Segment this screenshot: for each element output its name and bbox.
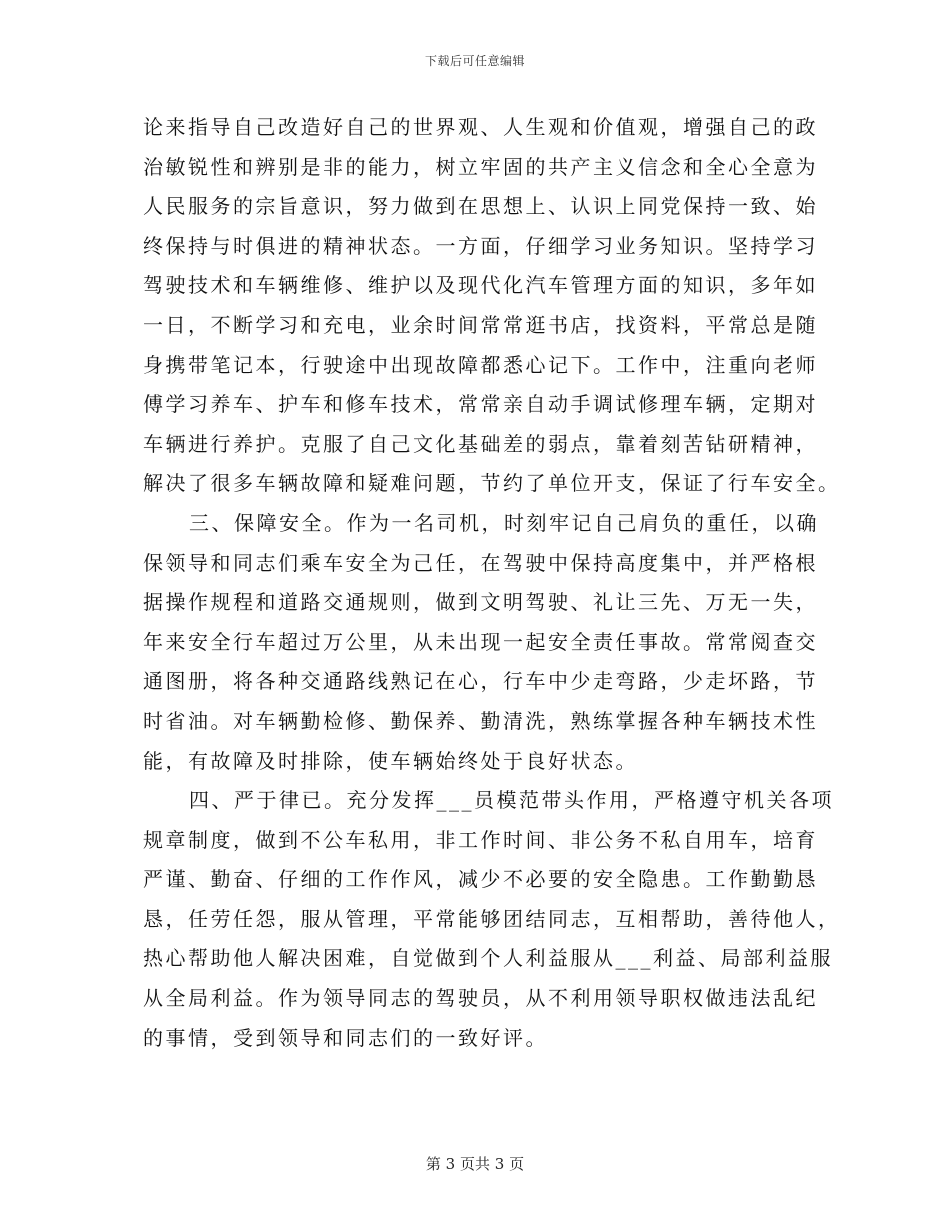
text-line: 热心帮助他人解决困难，自觉做到个人利益服从___利益、局部利益服 <box>143 946 833 971</box>
text-line: 通图册，将各种交通路线熟记在心，行车中少走弯路，少走坏路，节 <box>143 669 818 694</box>
text-line: 据操作规程和道路交通规则，做到文明驾驶、礼让三先、万无一失， <box>143 590 818 615</box>
text-line: 规章制度，做到不公车私用，非工作时间、非公务不私自用车，培育 <box>143 827 818 852</box>
text-line: 论来指导自己改造好自己的世界观、人生观和价值观，增强自己的政 <box>143 115 818 139</box>
text-line: 解决了很多车辆故障和疑难问题，节约了单位开支，保证了行车安全。 <box>143 471 841 496</box>
text-line: 严谨、勤奋、仔细的工作作风，减少不必要的安全隐患。工作勤勤恳 <box>143 867 818 892</box>
text-line: 从全局利益。作为领导同志的驾驶员，从不利用领导职权做违法乱纪 <box>143 986 818 1011</box>
paragraph-start-line: 三、保障安全。作为一名司机，时刻牢记自己肩负的重任，以确 <box>189 510 819 535</box>
text-line: 人民服务的宗旨意识，努力做到在思想上、认识上同党保持一致、始 <box>143 194 818 219</box>
text-line: 治敏锐性和辨别是非的能力，树立牢固的共产主义信念和全心全意为 <box>143 154 818 179</box>
text-line: 车辆进行养护。克服了自己文化基础差的弱点，靠着刻苦钻研精神， <box>143 431 818 456</box>
text-line: 恳，任劳任怨，服从管理，平常能够团结同志，互相帮助，善待他人， <box>143 906 841 931</box>
text-line: 保领导和同志们乘车安全为己任，在驾驶中保持高度集中，并严格根 <box>143 550 818 575</box>
page-header-note: 下载后可任意编辑 <box>424 54 525 68</box>
paragraph-start-line: 四、严于律已。充分发挥___员模范带头作用，严格遵守机关各项 <box>189 788 834 813</box>
text-line: 身携带笔记本，行驶途中出现故障都悉心记下。工作中，注重向老师 <box>143 352 818 377</box>
text-line: 年来安全行车超过万公里，从未出现一起安全责任事故。常常阅查交 <box>143 629 818 654</box>
text-line: 时省油。对车辆勤检修、勤保养、勤清洗，熟练掌握各种车辆技术性 <box>143 708 818 733</box>
text-line: 终保持与时俱进的精神状态。一方面，仔细学习业务知识。坚持学习 <box>143 233 818 258</box>
text-line: 一日，不断学习和充电，业余时间常常逛书店，找资料，平常总是随 <box>143 312 818 337</box>
text-line: 傅学习养车、护车和修车技术，常常亲自动手调试修理车辆，定期对 <box>143 392 818 417</box>
page-number-footer: 第 3 页共 3 页 <box>425 1155 525 1173</box>
document-body <box>143 108 841 1058</box>
text-line: 的事情，受到领导和同志们的一致好评。 <box>143 1025 548 1050</box>
text-line: 能，有故障及时排除，使车辆始终处于良好状态。 <box>143 748 638 773</box>
text-line: 驾驶技术和车辆维修、维护以及现代化汽车管理方面的知识，多年如 <box>143 273 818 298</box>
